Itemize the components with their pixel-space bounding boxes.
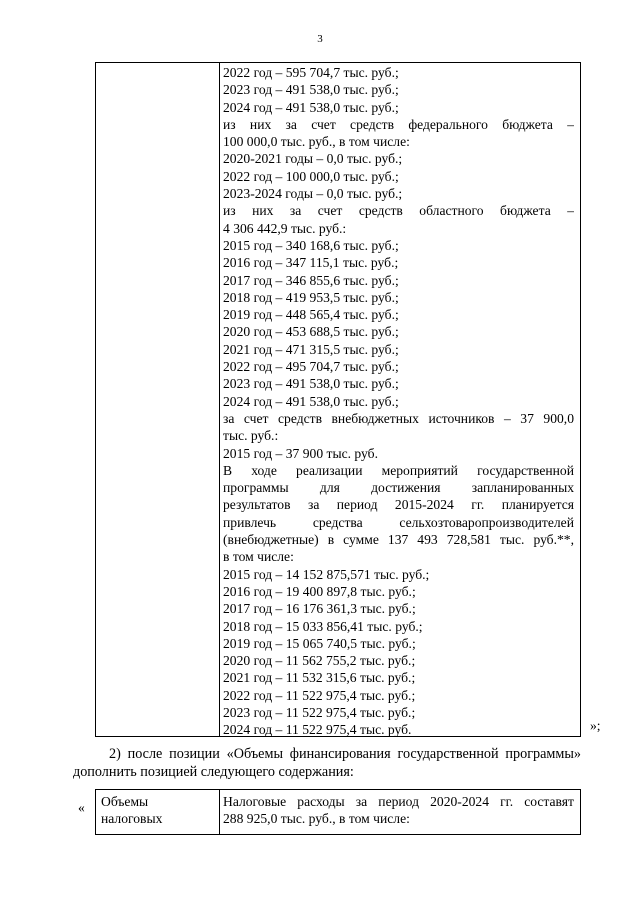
text-line: 2022 год – 495 704,7 тыс. руб.; — [223, 359, 399, 375]
text-line: программы для достижения запланированных — [223, 480, 574, 496]
text-line: В ходе реализации мероприятий государственной — [223, 462, 574, 478]
text-line: 2020 год – 11 562 755,2 тыс. руб.; — [223, 653, 416, 669]
text-line: за счет средств внебюджетных источников – 37 900,0 — [223, 410, 574, 426]
text-line: результатов за период 2015-2024 гг. планируется — [223, 497, 574, 513]
text-line: 2023 год – 491 538,0 тыс. руб.; — [223, 376, 399, 392]
text-line: 2021 год – 11 532 315,6 тыс. руб.; — [223, 670, 416, 686]
text-line: из них за счет средств федерального бюджета – — [223, 116, 574, 132]
text-line: 2023 год – 11 522 975,4 тыс. руб.; — [223, 704, 416, 720]
text-line: 2020-2021 годы – 0,0 тыс. руб.; — [223, 151, 403, 167]
tax-expenditure-table — [95, 789, 581, 835]
opening-quote: « — [78, 800, 85, 815]
text-line: 2015 год – 37 900 тыс. руб. — [223, 445, 378, 461]
text-line: в том числе: — [223, 549, 294, 565]
text-line: (внебюджетные) в сумме 137 493 728,581 тыс. руб.**, — [223, 532, 574, 548]
text-line: 2019 год – 448 565,4 тыс. руб.; — [223, 307, 399, 323]
funding-table-right-cell — [220, 64, 580, 739]
text-line: 2019 год – 15 065 740,5 тыс. руб.; — [223, 635, 416, 651]
text-line: 288 925,0 тыс. руб., в том числе: — [223, 811, 410, 827]
text-line: 2023 год – 491 538,0 тыс. руб.; — [223, 82, 399, 98]
paragraph-line-1: 2) после позиции «Объемы финансирования государственной программы» — [109, 746, 581, 762]
text-line: 2024 год – 491 538,0 тыс. руб.; — [223, 99, 399, 115]
tax-table-right-cell — [220, 793, 580, 828]
text-line: 2022 год – 100 000,0 тыс. руб.; — [223, 168, 399, 184]
text-line: 2024 год – 11 522 975,4 тыс. руб. — [223, 722, 412, 738]
closing-quote: »; — [590, 718, 601, 733]
text-line: 4 306 442,9 тыс. руб.: — [223, 220, 347, 236]
text-line: налоговых — [101, 811, 163, 827]
text-line: Налоговые расходы за период 2020-2024 гг. составят — [223, 794, 574, 809]
text-line: 100 000,0 тыс. руб., в том числе: — [223, 134, 410, 150]
text-line: 2015 год – 340 168,6 тыс. руб.; — [223, 237, 399, 253]
text-line: из них за счет средств областного бюджета – — [223, 203, 574, 219]
text-line: 2020 год – 453 688,5 тыс. руб.; — [223, 324, 399, 340]
text-line: 2016 год – 19 400 897,8 тыс. руб.; — [223, 583, 416, 599]
text-line: тыс. руб.: — [223, 428, 279, 444]
text-line: 2024 год – 491 538,0 тыс. руб.; — [223, 393, 399, 409]
text-line: 2016 год – 347 115,1 тыс. руб.; — [223, 255, 399, 271]
text-line: Объемы — [101, 794, 149, 809]
text-line: привлечь средства сельхозтоваропроизводителей — [223, 514, 574, 530]
text-line: 2017 год – 346 855,6 тыс. руб.; — [223, 272, 399, 288]
funding-table — [95, 62, 581, 737]
page-number: 3 — [317, 33, 323, 45]
text-line: 2018 год – 15 033 856,41 тыс. руб.; — [223, 618, 423, 634]
text-line: 2023-2024 годы – 0,0 тыс. руб.; — [223, 186, 403, 202]
tax-table-left-cell — [101, 793, 215, 828]
text-line: 2022 год – 595 704,7 тыс. руб.; — [223, 65, 399, 80]
text-line: 2022 год – 11 522 975,4 тыс. руб.; — [223, 687, 416, 703]
text-line: 2017 год – 16 176 361,3 тыс. руб.; — [223, 601, 416, 617]
text-line: 2015 год – 14 152 875,571 тыс. руб.; — [223, 566, 430, 582]
text-line: 2018 год – 419 953,5 тыс. руб.; — [223, 289, 399, 305]
paragraph-line-2: дополнить позицией следующего содержания: — [73, 764, 354, 780]
amendment-paragraph — [73, 745, 581, 781]
text-line: 2021 год – 471 315,5 тыс. руб.; — [223, 341, 399, 357]
